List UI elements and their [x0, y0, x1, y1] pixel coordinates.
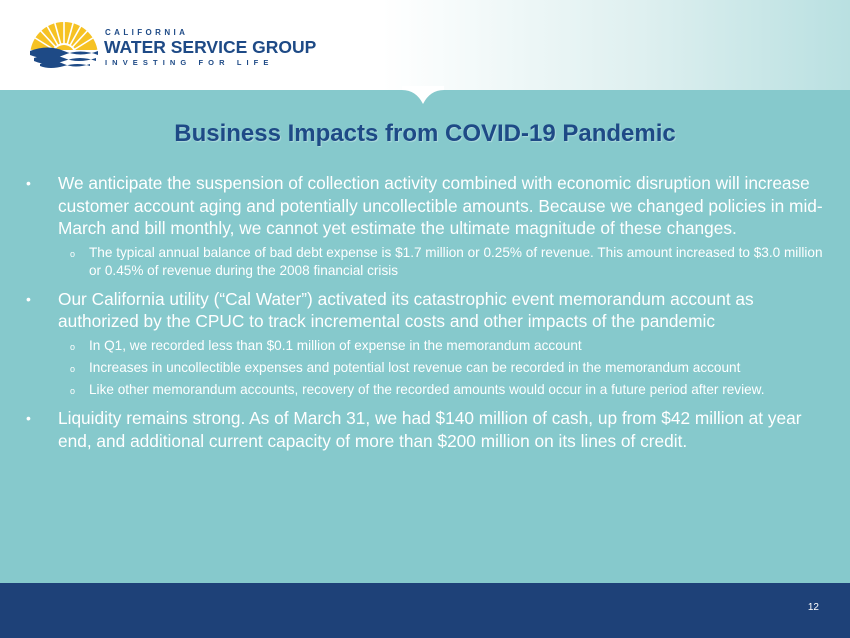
bullet-marker: • — [26, 175, 31, 191]
bullet-item — [26, 407, 826, 452]
logo-tagline: INVESTING FOR LIFE — [105, 58, 274, 67]
sub-bullet-marker: o — [70, 248, 76, 259]
sub-bullet-text: Like other memorandum accounts, recovery of the recorded amounts would occur in a future period after review. — [89, 381, 765, 397]
sun-wave-logo-icon — [28, 20, 100, 70]
header-notch — [402, 86, 444, 104]
bullet-text: We anticipate the suspension of collection activity combined with economic disruption will increase customer account aging and potentially uncollectible amounts. Because we changed policies in mid-March and bill monthly, we cannot yet estimate the ultimate magnitude of these changes. — [58, 173, 823, 239]
slide-header — [0, 0, 850, 90]
bullet-text: Liquidity remains strong. As of March 31, we had $140 million of cash, up from $42 million at year end, and additional current capacity of more than $200 million on its lines of credit. — [58, 407, 802, 451]
logo-main-text: WATER SERVICE GROUP — [104, 37, 317, 57]
sub-bullet-marker: o — [70, 341, 76, 352]
sub-bullet-text: The typical annual balance of bad debt expense is $1.7 million or 0.25% of revenue. This amount increased to $3.0 million or 0.45% of revenue during the 2008 financial crisis — [89, 244, 823, 278]
bullet-list — [26, 172, 826, 452]
bullet-item — [26, 288, 826, 333]
sub-bullet-item — [26, 359, 826, 377]
sub-bullet-item — [26, 244, 826, 280]
company-logo — [28, 20, 328, 70]
bullet-marker: • — [26, 290, 31, 307]
sub-bullet-text: Increases in uncollectible expenses and potential lost revenue can be recorded in the memorandum account — [89, 359, 741, 375]
sub-bullet-marker: o — [70, 385, 76, 396]
sub-bullet-item — [26, 337, 826, 355]
sub-bullet-marker: o — [70, 363, 76, 374]
sub-bullet-item — [26, 381, 826, 399]
bullet-item — [26, 172, 826, 240]
slide-title: Business Impacts from COVID-19 Pandemic — [174, 120, 676, 147]
slide-footer — [0, 583, 850, 638]
logo-top-text: CALIFORNIA — [105, 28, 189, 37]
bullet-text: Our California utility (“Cal Water”) activated its catastrophic event memorandum account as authorized by the CPUC to track incremental costs and other impacts of the pandemic — [58, 288, 754, 332]
bullet-marker: • — [26, 409, 31, 426]
page-number: 12 — [807, 602, 819, 613]
sub-bullet-text: In Q1, we recorded less than $0.1 million of expense in the memorandum account — [89, 337, 582, 353]
